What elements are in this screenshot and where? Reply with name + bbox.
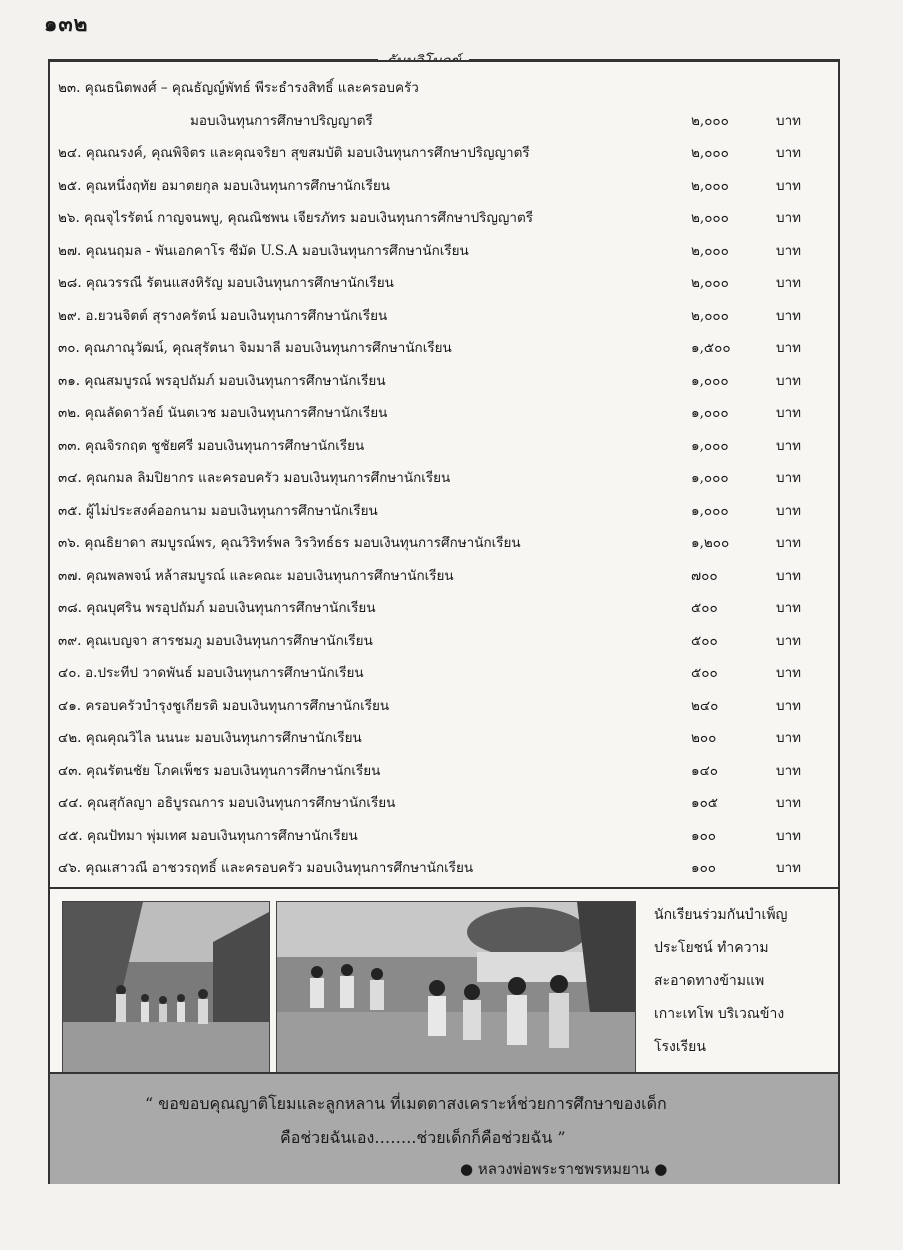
donor-text: ๔๐. อ.ประทีป วาดพันธ์ มอบเงินทุนการศึกษานักเรียน xyxy=(58,665,364,681)
donation-amount: ๑๐๕ xyxy=(691,795,719,811)
donor-text: ๒๖. คุณจุไรรัตน์ กาญจนพบู, คุณณิชพน เจียรภัทร มอบเงินทุนการศึกษาปริญญาตรี xyxy=(58,210,534,226)
donor-text: ๒๓. คุณธนิตพงศ์ – คุณธัญญ์พัทธ์ พีระธำรงสิทธิ์ และครอบครัว xyxy=(58,80,419,96)
donation-row xyxy=(58,365,834,398)
donation-amount: ๒,๐๐๐ xyxy=(691,145,729,161)
caption-line: โรงเรียน xyxy=(654,1039,706,1055)
donation-row xyxy=(58,397,834,430)
donor-text: ๔๓. คุณรัตนชัย โภคเพ็ชร มอบเงินทุนการศึกษานักเรียน xyxy=(58,762,381,779)
donation-amount: ๒,๐๐๐ xyxy=(691,307,729,324)
donor-text: ๓๙. คุณเบญจา สารชมภู มอบเงินทุนการศึกษานักเรียน xyxy=(58,632,373,649)
donation-row xyxy=(58,105,834,138)
donation-list xyxy=(58,72,834,885)
currency-unit: บาท xyxy=(776,145,802,161)
donor-text: ๓๘. คุณบุศริน พรอุปถัมภ์ มอบเงินทุนการศึกษานักเรียน xyxy=(58,600,376,616)
currency-unit: บาท xyxy=(776,275,802,291)
donation-amount: ๑,๐๐๐ xyxy=(691,502,729,519)
donation-amount: ๕๐๐ xyxy=(691,632,718,649)
donor-text: ๓๑. คุณสมบูรณ์ พรอุปถัมภ์ มอบเงินทุนการศึกษานักเรียน xyxy=(58,372,386,389)
currency-unit: บาท xyxy=(776,437,802,454)
photo-section xyxy=(50,887,838,1074)
currency-unit: บาท xyxy=(776,730,802,746)
donation-row xyxy=(58,657,834,690)
donation-row xyxy=(58,527,834,560)
donor-text: ๔๕. คุณปัทมา พุ่มเทศ มอบเงินทุนการศึกษานักเรียน xyxy=(58,827,358,844)
photo-students-cleaning-2 xyxy=(276,901,636,1073)
donor-text: ๓๕. ผู้ไม่ประสงค์ออกนาม มอบเงินทุนการศึกษานักเรียน xyxy=(58,502,378,519)
currency-unit: บาท xyxy=(776,340,802,356)
currency-unit: บาท xyxy=(776,762,802,779)
donor-text: ๔๖. คุณเสาวณี อาชวรฤทธิ์ และครอบครัว มอบเงินทุนการศึกษานักเรียน xyxy=(58,860,474,876)
donor-text: ๓๗. คุณพลพจน์ หล้าสมบูรณ์ และคณะ มอบเงินทุนการศึกษานักเรียน xyxy=(58,567,454,584)
donation-row xyxy=(58,625,834,658)
currency-unit: บาท xyxy=(776,665,802,681)
donor-text: ๒๙. อ.ยวนจิตต์ สุรางครัตน์ มอบเงินทุนการศึกษานักเรียน xyxy=(58,307,388,324)
donation-row xyxy=(58,560,834,593)
donor-text: ๒๔. คุณณรงค์, คุณพิจิตร และคุณจริยา สุขสมบัติ มอบเงินทุนการศึกษาปริญญาตรี xyxy=(58,145,530,161)
donation-row xyxy=(58,690,834,723)
donor-text: มอบเงินทุนการศึกษาปริญญาตรี xyxy=(190,112,373,129)
caption-line: ประโยชน์ ทำความ xyxy=(654,940,769,956)
donation-row xyxy=(58,462,834,495)
content-frame xyxy=(48,60,840,1184)
donation-amount: ๒,๐๐๐ xyxy=(691,275,729,291)
donor-text: ๔๔. คุณสุกัลญา อธิบูรณการ มอบเงินทุนการศึกษานักเรียน xyxy=(58,795,396,811)
donation-amount: ๑๐๐ xyxy=(691,860,717,876)
donation-amount: ๕๐๐ xyxy=(691,600,718,616)
donor-text: ๔๑. ครอบครัวบำรุงชูเกียรติ มอบเงินทุนการศึกษานักเรียน xyxy=(58,697,390,714)
photo-image-2 xyxy=(277,902,635,1072)
currency-unit: บาท xyxy=(776,307,802,324)
currency-unit: บาท xyxy=(776,697,802,714)
donation-amount: ๑๐๐ xyxy=(691,827,717,844)
donation-amount: ๑,๐๐๐ xyxy=(691,470,729,486)
donor-text: ๔๒. คุณคุณวิไล นนนะ มอบเงินทุนการศึกษานักเรียน xyxy=(58,730,362,746)
currency-unit: บาท xyxy=(776,567,802,584)
caption-line: สะอาดทางข้ามแพ xyxy=(654,973,765,989)
donation-row xyxy=(58,170,834,203)
donor-text: ๓๐. คุณภาณุวัฒน์, คุณสุรัตนา จิมมาลี มอบเงินทุนการศึกษานักเรียน xyxy=(58,340,452,356)
currency-unit: บาท xyxy=(776,502,802,519)
donation-amount: ๗๐๐ xyxy=(691,567,718,584)
photo-caption xyxy=(654,899,834,1064)
donation-amount: ๕๐๐ xyxy=(691,665,718,681)
photo-students-cleaning-1 xyxy=(62,901,270,1073)
donation-row xyxy=(58,332,834,365)
donor-text: ๓๖. คุณธิยาดา สมบูรณ์พร, คุณวิริทร์พล วิรวิทธ์ธร มอบเงินทุนการศึกษานักเรียน xyxy=(58,535,521,551)
donation-row xyxy=(58,267,834,300)
donation-row xyxy=(58,722,834,755)
caption-line: นักเรียนร่วมกันบำเพ็ญ xyxy=(654,907,788,923)
donation-amount: ๑,๐๐๐ xyxy=(691,405,729,421)
donation-amount: ๑,๒๐๐ xyxy=(691,535,730,551)
donation-amount: ๑,๐๐๐ xyxy=(691,372,729,389)
donation-amount: ๒,๐๐๐ xyxy=(691,112,729,129)
donation-row xyxy=(58,202,834,235)
currency-unit: บาท xyxy=(776,535,802,551)
currency-unit: บาท xyxy=(776,470,802,486)
donor-text: ๓๔. คุณกมล ลิมปิยากร และครอบครัว มอบเงินทุนการศึกษานักเรียน xyxy=(58,470,451,486)
donation-amount: ๒,๐๐๐ xyxy=(691,177,729,194)
donor-text: ๒๕. คุณหนึ่งฤทัย อมาตยกุล มอบเงินทุนการศึกษานักเรียน xyxy=(58,177,391,194)
donor-text: ๓๒. คุณลัดดาวัลย์ นันตเวช มอบเงินทุนการศึกษานักเรียน xyxy=(58,405,388,421)
donation-amount: ๑,๐๐๐ xyxy=(691,437,729,454)
donation-amount: ๑,๕๐๐ xyxy=(691,340,731,356)
currency-unit: บาท xyxy=(776,632,802,649)
currency-unit: บาท xyxy=(776,795,802,811)
quote-box xyxy=(50,1072,838,1184)
donation-row xyxy=(58,235,834,268)
currency-unit: บาท xyxy=(776,827,802,844)
donation-amount: ๒,๐๐๐ xyxy=(691,210,729,226)
donor-text: ๒๗. คุณนฤมล - พันเอกคาโร ซีมัด U.S.A มอบเงินทุนการศึกษานักเรียน xyxy=(58,242,469,259)
donor-text: ๒๘. คุณวรรณี รัตนแสงหิรัญ มอบเงินทุนการศึกษานักเรียน xyxy=(58,275,394,291)
donor-text: ๓๓. คุณจิรกฤต ชูชัยศรี มอบเงินทุนการศึกษานักเรียน xyxy=(58,437,365,454)
donation-row xyxy=(58,755,834,788)
donation-amount: ๑๔๐ xyxy=(691,762,719,779)
page-number: ๑๓๒ xyxy=(44,11,89,36)
currency-unit: บาท xyxy=(776,860,802,876)
donation-row xyxy=(58,72,834,105)
currency-unit: บาท xyxy=(776,242,802,259)
donation-amount: ๒๐๐ xyxy=(691,730,717,746)
photo-image-1 xyxy=(63,902,269,1072)
donation-row xyxy=(58,787,834,820)
donation-amount: ๒๔๐ xyxy=(691,697,719,714)
caption-line: เกาะเทโพ บริเวณข้าง xyxy=(654,1006,785,1022)
donation-amount: ๒,๐๐๐ xyxy=(691,242,729,259)
donation-row xyxy=(58,137,834,170)
donation-row xyxy=(58,820,834,853)
donation-row xyxy=(58,852,834,885)
currency-unit: บาท xyxy=(776,405,802,421)
currency-unit: บาท xyxy=(776,177,802,194)
donation-row xyxy=(58,592,834,625)
quote-line-1: “ ขอขอบคุณญาติโยมและลูกหลาน ที่เมตตาสงเคราะห์ช่วยการศึกษาของเด็ก xyxy=(145,1094,667,1113)
currency-unit: บาท xyxy=(776,210,802,226)
quote-author: ● หลวงพ่อพระราชพรหมยาน ● xyxy=(460,1160,668,1178)
currency-unit: บาท xyxy=(776,600,802,616)
donation-row xyxy=(58,430,834,463)
currency-unit: บาท xyxy=(776,112,802,129)
donation-row xyxy=(58,300,834,333)
currency-unit: บาท xyxy=(776,372,802,389)
quote-line-2: คือช่วยฉันเอง……..ช่วยเด็กก็คือช่วยฉัน ” xyxy=(280,1128,566,1147)
donation-row xyxy=(58,495,834,528)
